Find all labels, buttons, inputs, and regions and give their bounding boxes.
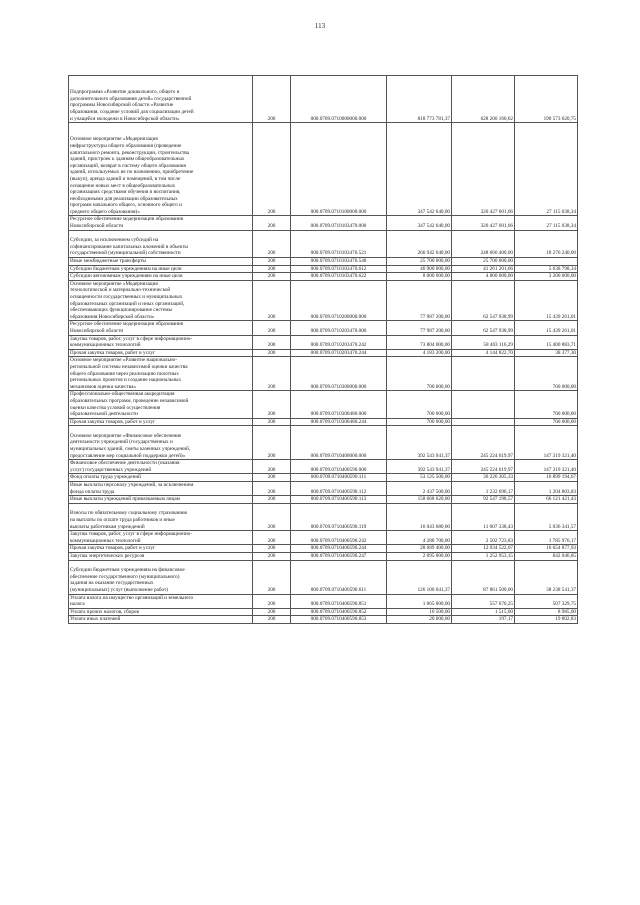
row-classification-cell: 000.0709.0710400590.119 bbox=[291, 503, 387, 530]
row-approved-amount-cell: 8 000 000,00 bbox=[387, 273, 452, 281]
budget-execution-table bbox=[68, 75, 578, 624]
row-code-cell: 200 bbox=[253, 273, 291, 281]
row-name-cell: Иные межбюджетные трансферты bbox=[69, 258, 253, 266]
row-unexecuted-amount-cell: 16 899 194,67 bbox=[515, 474, 578, 482]
table-row bbox=[69, 349, 578, 357]
row-approved-amount-cell: 126 100 041,37 bbox=[387, 560, 452, 594]
row-code-cell: 200 bbox=[253, 123, 291, 216]
table-row bbox=[69, 321, 578, 335]
row-executed-amount-cell: 4 144 822,70 bbox=[452, 349, 515, 357]
row-unexecuted-amount-cell: 66 121 421,43 bbox=[515, 496, 578, 504]
row-code-cell: 200 bbox=[253, 594, 291, 608]
row-unexecuted-amount-cell: 842 046,85 bbox=[515, 552, 578, 560]
row-name-cell: Уплата прочих налогов, сборов bbox=[69, 608, 253, 616]
row-code-cell: 200 bbox=[253, 460, 291, 474]
row-code-cell: 200 bbox=[253, 216, 291, 230]
row-unexecuted-amount-cell: 38 238 541,37 bbox=[515, 560, 578, 594]
row-code-cell: 200 bbox=[253, 230, 291, 257]
row-approved-amount-cell: 347 542 640,00 bbox=[387, 216, 452, 230]
row-approved-amount-cell: 2 437 500,00 bbox=[387, 482, 452, 496]
row-unexecuted-amount-cell: 5 638 798,34 bbox=[515, 265, 578, 273]
row-name-cell: Ресурсное обеспечение модернизации образования Новосибирской области bbox=[69, 216, 253, 230]
row-name-cell: Взносы по обязательному социальному страхованию на выплаты по оплате труда работников и иные выплаты работникам учреждений bbox=[69, 503, 253, 530]
row-approved-amount-cell: 10 500,00 bbox=[387, 608, 452, 616]
table-row bbox=[69, 280, 578, 321]
row-name-cell: Закупка товаров, работ, услуг в сфере информационно- коммуникационных технологий bbox=[69, 531, 253, 545]
row-unexecuted-amount-cell: 15 439 261,01 bbox=[515, 321, 578, 335]
table-row bbox=[69, 265, 578, 273]
table-row bbox=[69, 418, 578, 426]
row-unexecuted-amount-cell: 38 377,30 bbox=[515, 349, 578, 357]
row-name-cell: Основное мероприятие «Финансовое обеспечение деятельности учреждений (государственных и муниципальных зданий, сметы казенных учреждений, предоставление мер социальной поддержки детей)» bbox=[69, 426, 253, 460]
row-approved-amount-cell: 16 043 680,00 bbox=[387, 503, 452, 530]
row-approved-amount-cell: 700 000,00 bbox=[387, 391, 452, 418]
row-name-cell: Фонд оплаты труда учреждений bbox=[69, 474, 253, 482]
row-approved-amount-cell: 700 000,00 bbox=[387, 357, 452, 391]
row-executed-amount-cell: 11 007 338,43 bbox=[452, 503, 515, 530]
row-unexecuted-amount-cell: 1 785 976,17 bbox=[515, 531, 578, 545]
row-executed-amount-cell: 2 502 723,83 bbox=[452, 531, 515, 545]
table-row bbox=[69, 216, 578, 230]
row-code-cell: 200 bbox=[253, 357, 291, 391]
row-code-cell: 200 bbox=[253, 335, 291, 349]
row-approved-amount-cell: 25 700 000,00 bbox=[387, 258, 452, 266]
row-executed-amount-cell: 41 261 201,66 bbox=[452, 265, 515, 273]
row-unexecuted-amount-cell: 700 000,00 bbox=[515, 357, 578, 391]
row-classification-cell: 000.0709.0710400590.853 bbox=[291, 616, 387, 624]
row-code-cell: 200 bbox=[253, 265, 291, 273]
row-executed-amount-cell: 320 427 601,66 bbox=[452, 216, 515, 230]
row-code-cell: 200 bbox=[253, 280, 291, 321]
row-code-cell: 200 bbox=[253, 608, 291, 616]
row-executed-amount-cell: 1 232 696,17 bbox=[452, 482, 515, 496]
row-classification-cell: 000.0709.0710000000.000 bbox=[291, 76, 387, 123]
row-classification-cell: 000.0709.0710300480.000 bbox=[291, 391, 387, 418]
row-unexecuted-amount-cell: 147 319 321,40 bbox=[515, 426, 578, 460]
row-classification-cell: 000.0709.0710200000.000 bbox=[291, 280, 387, 321]
row-classification-cell: 000.0709.0710203470.000 bbox=[291, 321, 387, 335]
row-approved-amount-cell: 28 689 400,00 bbox=[387, 545, 452, 553]
row-executed-amount-cell bbox=[452, 391, 515, 418]
row-executed-amount-cell: 1 252 953,15 bbox=[452, 552, 515, 560]
row-name-cell: Субсидии автономным учреждениям на иные цели bbox=[69, 273, 253, 281]
page-number: 113 bbox=[314, 22, 326, 30]
row-classification-cell: 000.0709.0710400590.611 bbox=[291, 560, 387, 594]
row-classification-cell: 000.0709.0710400000.000 bbox=[291, 426, 387, 460]
row-name-cell: Основное мероприятие «Развитие национально- региональной системы независимой оценки качества общего образования через реализацию пилотных региональных проектов и создание национальных механизмов оценки качества» bbox=[69, 357, 253, 391]
row-executed-amount-cell: 557 670,25 bbox=[452, 594, 515, 608]
row-code-cell: 200 bbox=[253, 426, 291, 460]
row-approved-amount-cell: 77 987 200,00 bbox=[387, 280, 452, 321]
row-unexecuted-amount-cell: 700 000,00 bbox=[515, 418, 578, 426]
row-approved-amount-cell: 266 942 640,00 bbox=[387, 230, 452, 257]
row-name-cell: Профессионально-общественная аккредитация образовательных программ, проведение независимой оценки качества условий осуществления образовательной деятельности bbox=[69, 391, 253, 418]
row-classification-cell: 000.0709.0710103470.540 bbox=[291, 258, 387, 266]
row-approved-amount-cell: 2 095 000,00 bbox=[387, 552, 452, 560]
row-name-cell: Субсидии бюджетным учреждениям на иные цели bbox=[69, 265, 253, 273]
row-approved-amount-cell: 818 773 781,37 bbox=[387, 76, 452, 123]
row-name-cell: Прочая закупка товаров, работ и услуг bbox=[69, 545, 253, 553]
row-executed-amount-cell: 320 427 601,66 bbox=[452, 123, 515, 216]
row-code-cell: 200 bbox=[253, 321, 291, 335]
table-row bbox=[69, 594, 578, 608]
row-executed-amount-cell: 245 224 619,97 bbox=[452, 460, 515, 474]
row-executed-amount-cell: 1 515,00 bbox=[452, 608, 515, 616]
row-classification-cell: 000.0709.0710203470.244 bbox=[291, 349, 387, 357]
table-row bbox=[69, 273, 578, 281]
row-name-cell: Прочая закупка товаров, работ и услуг bbox=[69, 349, 253, 357]
row-unexecuted-amount-cell: 147 319 321,40 bbox=[515, 460, 578, 474]
table-row bbox=[69, 474, 578, 482]
row-executed-amount-cell bbox=[452, 418, 515, 426]
row-code-cell: 200 bbox=[253, 531, 291, 545]
row-code-cell: 200 bbox=[253, 560, 291, 594]
row-executed-amount-cell: 628 200 160,62 bbox=[452, 76, 515, 123]
row-classification-cell: 000.0709.0710100000.000 bbox=[291, 123, 387, 216]
row-name-cell: Субсидии бюджетным учреждениям на финансовое обеспечение государственного (муниципального) задания на оказание государственных (муниципальных) услуг (выполнение работ) bbox=[69, 560, 253, 594]
row-unexecuted-amount-cell: 16 654 877,93 bbox=[515, 545, 578, 553]
row-classification-cell: 000.0709.0710400590.244 bbox=[291, 545, 387, 553]
table-row bbox=[69, 560, 578, 594]
row-classification-cell: 000.0709.0710400590.242 bbox=[291, 531, 387, 545]
row-unexecuted-amount-cell bbox=[515, 258, 578, 266]
row-name-cell: Закупка товаров, работ, услуг в сфере информационно- коммуникационных технологий bbox=[69, 335, 253, 349]
table-row bbox=[69, 503, 578, 530]
row-unexecuted-amount-cell: 27 115 038,34 bbox=[515, 123, 578, 216]
row-name-cell: Подпрограмма «Развитие дошкольного, общего и дополнительного образования детей» государственной программы Новосибирской области «Развитие образования, создание условий для социализации детей и учащейся молодежи в Новосибирской области» bbox=[69, 76, 253, 123]
row-classification-cell: 000.0709.0710203470.242 bbox=[291, 335, 387, 349]
row-executed-amount-cell bbox=[452, 357, 515, 391]
row-approved-amount-cell: 392 543 941,37 bbox=[387, 426, 452, 460]
table-row bbox=[69, 531, 578, 545]
row-unexecuted-amount-cell: 1 204 803,83 bbox=[515, 482, 578, 496]
row-approved-amount-cell: 700 000,00 bbox=[387, 418, 452, 426]
row-classification-cell: 000.0709.0710400590.247 bbox=[291, 552, 387, 560]
row-executed-amount-cell: 197,17 bbox=[452, 616, 515, 624]
row-code-cell: 200 bbox=[253, 552, 291, 560]
row-executed-amount-cell: 4 800 000,00 bbox=[452, 273, 515, 281]
row-classification-cell: 000.0709.0710300480.244 bbox=[291, 418, 387, 426]
table-row bbox=[69, 76, 578, 123]
table-row bbox=[69, 496, 578, 504]
row-name-cell: Основное мероприятие «Модернизация технологической и материально-технической оснащенности государственных и муниципальных образовательных организаций и иных организаций, обеспечивающих функционирование системы образования Новосибирской области» bbox=[69, 280, 253, 321]
table-row bbox=[69, 335, 578, 349]
row-executed-amount-cell: 248 666 400,00 bbox=[452, 230, 515, 257]
row-name-cell: Закупка энергетических ресурсов bbox=[69, 552, 253, 560]
row-unexecuted-amount-cell: 3 200 000,00 bbox=[515, 273, 578, 281]
table-row bbox=[69, 230, 578, 257]
row-executed-amount-cell: 58 403 116,29 bbox=[452, 335, 515, 349]
row-executed-amount-cell: 92 547 198,57 bbox=[452, 496, 515, 504]
table-row bbox=[69, 482, 578, 496]
row-name-cell: Иные выплаты учреждений привлекаемым лицам bbox=[69, 496, 253, 504]
row-unexecuted-amount-cell: 8 985,00 bbox=[515, 608, 578, 616]
row-name-cell: Иные выплаты персоналу учреждений, за исключением фонда оплаты труда bbox=[69, 482, 253, 496]
row-unexecuted-amount-cell: 15 400 883,71 bbox=[515, 335, 578, 349]
row-name-cell: Уплата налога на имущество организаций и земельного налога bbox=[69, 594, 253, 608]
row-code-cell: 200 bbox=[253, 391, 291, 418]
row-code-cell: 200 bbox=[253, 474, 291, 482]
table-row bbox=[69, 426, 578, 460]
row-classification-cell: 000.0709.0710103470.622 bbox=[291, 273, 387, 281]
row-unexecuted-amount-cell: 507 329,75 bbox=[515, 594, 578, 608]
table-row bbox=[69, 357, 578, 391]
row-unexecuted-amount-cell: 5 036 341,57 bbox=[515, 503, 578, 530]
row-classification-cell: 000.0709.0710400590.851 bbox=[291, 594, 387, 608]
table-row bbox=[69, 545, 578, 553]
row-executed-amount-cell: 12 034 522,07 bbox=[452, 545, 515, 553]
row-classification-cell: 000.0709.0710400590.111 bbox=[291, 474, 387, 482]
row-name-cell: Субсидии, за исключением субсидий на софинансирование капитальных вложений в объекты государственной (муниципальной) собственности bbox=[69, 230, 253, 257]
table-row bbox=[69, 123, 578, 216]
row-approved-amount-cell: 4 183 200,00 bbox=[387, 349, 452, 357]
row-unexecuted-amount-cell: 15 439 261,01 bbox=[515, 280, 578, 321]
row-executed-amount-cell: 245 224 619,97 bbox=[452, 426, 515, 460]
row-approved-amount-cell: 73 804 000,00 bbox=[387, 335, 452, 349]
row-name-cell: Прочая закупка товаров, работ и услуг bbox=[69, 418, 253, 426]
row-code-cell: 200 bbox=[253, 482, 291, 496]
table-row bbox=[69, 616, 578, 624]
row-executed-amount-cell: 62 547 938,99 bbox=[452, 321, 515, 335]
table-row bbox=[69, 391, 578, 418]
row-code-cell: 200 bbox=[253, 616, 291, 624]
row-classification-cell: 000.0709.0710300000.000 bbox=[291, 357, 387, 391]
row-approved-amount-cell: 1 065 000,00 bbox=[387, 594, 452, 608]
row-approved-amount-cell: 77 987 200,00 bbox=[387, 321, 452, 335]
row-classification-cell: 000.0709.0710103470.612 bbox=[291, 265, 387, 273]
row-name-cell: Уплата иных платежей bbox=[69, 616, 253, 624]
row-classification-cell: 000.0709.0710103470.000 bbox=[291, 216, 387, 230]
row-executed-amount-cell: 36 226 305,33 bbox=[452, 474, 515, 482]
table-row bbox=[69, 460, 578, 474]
row-classification-cell: 000.0709.0710400590.112 bbox=[291, 482, 387, 496]
row-executed-amount-cell: 87 861 500,00 bbox=[452, 560, 515, 594]
row-approved-amount-cell: 392 543 941,37 bbox=[387, 460, 452, 474]
row-code-cell: 200 bbox=[253, 258, 291, 266]
row-approved-amount-cell: 20 000,00 bbox=[387, 616, 452, 624]
row-name-cell: Основное мероприятие «Модернизация инфраструктуры общего образования (проведение капитального ремонта, реконструкции, строительства зданий, пристроек к зданиям общеобразовательных организаций, возврат в систему общего образования зданий, используемых не по назначению, приобретение (выкуп), аренда зданий и помещений, в том числе оснащение новых мест в общеобразовательных организациях средствами обучения и воспитания, необходимыми для реализации образовательных программ начального общего, основного общего и среднего общего образования)» bbox=[69, 123, 253, 216]
row-unexecuted-amount-cell: 19 802,83 bbox=[515, 616, 578, 624]
table-row bbox=[69, 258, 578, 266]
table-row bbox=[69, 608, 578, 616]
row-code-cell: 200 bbox=[253, 503, 291, 530]
row-classification-cell: 000.0709.0710400590.852 bbox=[291, 608, 387, 616]
row-approved-amount-cell: 158 668 620,00 bbox=[387, 496, 452, 504]
row-unexecuted-amount-cell: 27 115 038,34 bbox=[515, 216, 578, 230]
row-name-cell: Финансовое обеспечение деятельности (оказания услуг) государственных учреждений bbox=[69, 460, 253, 474]
row-code-cell: 200 bbox=[253, 349, 291, 357]
row-name-cell: Ресурсное обеспечение модернизации образования Новосибирской области bbox=[69, 321, 253, 335]
row-code-cell: 200 bbox=[253, 545, 291, 553]
row-classification-cell: 000.0709.0710400590.113 bbox=[291, 496, 387, 504]
row-code-cell: 200 bbox=[253, 496, 291, 504]
table-row bbox=[69, 552, 578, 560]
row-approved-amount-cell: 347 542 640,00 bbox=[387, 123, 452, 216]
row-executed-amount-cell: 25 700 000,00 bbox=[452, 258, 515, 266]
row-classification-cell: 000.0709.0710103470.521 bbox=[291, 230, 387, 257]
row-executed-amount-cell: 62 547 938,99 bbox=[452, 280, 515, 321]
row-unexecuted-amount-cell: 18 276 240,00 bbox=[515, 230, 578, 257]
row-unexecuted-amount-cell: 190 573 620,75 bbox=[515, 76, 578, 123]
row-code-cell: 200 bbox=[253, 418, 291, 426]
row-approved-amount-cell: 4 288 700,00 bbox=[387, 531, 452, 545]
row-approved-amount-cell: 46 900 000,00 bbox=[387, 265, 452, 273]
row-code-cell: 200 bbox=[253, 76, 291, 123]
row-approved-amount-cell: 53 125 500,00 bbox=[387, 474, 452, 482]
row-unexecuted-amount-cell: 700 000,00 bbox=[515, 391, 578, 418]
row-classification-cell: 000.0709.0710400590.000 bbox=[291, 460, 387, 474]
